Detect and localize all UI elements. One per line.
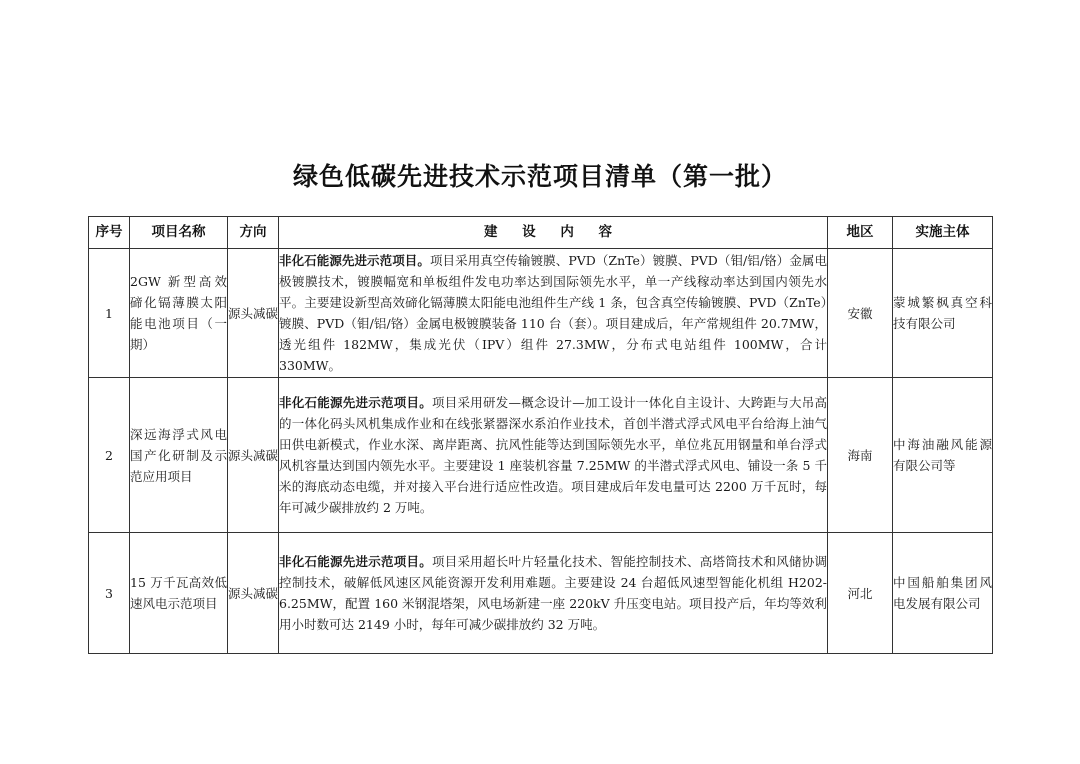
project-org: 中海油融风能源有限公司等 bbox=[893, 378, 993, 533]
project-content bbox=[279, 533, 828, 654]
project-org: 蒙城繁枫真空科技有限公司 bbox=[893, 249, 993, 378]
project-direction: 源头减碳 bbox=[228, 378, 279, 533]
content-body: 项目采用研发—概念设计—加工设计一体化自主设计、大跨距与大吊高的一体化码头风机集成作业和在线张紧器深水系泊作业技术，首创半潜式浮式风电平台给海上油气田供电新模式，作业水深、离岸距离、抗风性能等达到国际领先水平，单位兆瓦用钢量和单台浮式风机容量达到国内领先水平。主要建设 1 座装机容量 7.25MW 的半潜式浮式风电、铺设一条 5 千米的海底动态电缆，并对接入平台进行适应性改造。项目建成后年发电量可达 2200 万千瓦时，每年可减少碳排放约 2 万吨。 bbox=[279, 395, 827, 515]
table-row bbox=[89, 249, 993, 378]
project-name: 2GW 新型高效碲化镉薄膜太阳能电池项目（一期） bbox=[130, 249, 228, 378]
row-num: 1 bbox=[89, 249, 130, 378]
project-name: 深远海浮式风电国产化研制及示范应用项目 bbox=[130, 378, 228, 533]
project-content bbox=[279, 249, 828, 378]
header-num: 序号 bbox=[89, 217, 130, 249]
content-body: 项目采用真空传输镀膜、PVD（ZnTe）镀膜、PVD（钼/铝/铬）金属电极镀膜技术，镀膜幅宽和单板组件发电功率达到国际领先水平，单一产线稼动率达到国内领先水平。主要建设新型高效碲化镉薄膜太阳能电池组件生产线 1 条，包含真空传输镀膜、PVD（ZnTe）镀膜、PVD（钼/铝/铬）金属电极镀膜装备 110 台（套）。项目建成后，年产常规组件 20.7MW，透光组件 182MW，集成光伏（IPV）组件 27.3MW，分布式电站组件 100MW，合计 330MW。 bbox=[279, 253, 827, 373]
content-lead: 非化石能源先进示范项目。 bbox=[279, 253, 430, 268]
content-lead: 非化石能源先进示范项目。 bbox=[279, 395, 432, 410]
header-name: 项目名称 bbox=[130, 217, 228, 249]
project-name: 15 万千瓦高效低速风电示范项目 bbox=[130, 533, 228, 654]
project-direction: 源头减碳 bbox=[228, 249, 279, 378]
project-table bbox=[88, 216, 993, 654]
project-region: 海南 bbox=[828, 378, 893, 533]
header-region: 地区 bbox=[828, 217, 893, 249]
page-title: 绿色低碳先进技术示范项目清单（第一批） bbox=[292, 162, 787, 191]
project-region: 河北 bbox=[828, 533, 893, 654]
header-direction: 方向 bbox=[228, 217, 279, 249]
table-header-row bbox=[89, 217, 993, 249]
table-row bbox=[89, 533, 993, 654]
project-content bbox=[279, 378, 828, 533]
header-content: 建 设 内 容 bbox=[279, 217, 828, 249]
content-lead: 非化石能源先进示范项目。 bbox=[279, 554, 432, 569]
project-org: 中国船舶集团风电发展有限公司 bbox=[893, 533, 993, 654]
row-num: 3 bbox=[89, 533, 130, 654]
project-direction: 源头减碳 bbox=[228, 533, 279, 654]
content-body: 项目采用超长叶片轻量化技术、智能控制技术、高塔筒技术和风储协调控制技术，破解低风速区风能资源开发利用难题。主要建设 24 台超低风速型智能化机组 H202-6.25MW，配置 160 米钢混塔架，风电场新建一座 220kV 升压变电站。项目投产后，年均等效利用小时数可达 2149 小时，每年可减少碳排放约 32 万吨。 bbox=[279, 554, 827, 632]
table-row bbox=[89, 378, 993, 533]
header-org: 实施主体 bbox=[893, 217, 993, 249]
project-region: 安徽 bbox=[828, 249, 893, 378]
row-num: 2 bbox=[89, 378, 130, 533]
